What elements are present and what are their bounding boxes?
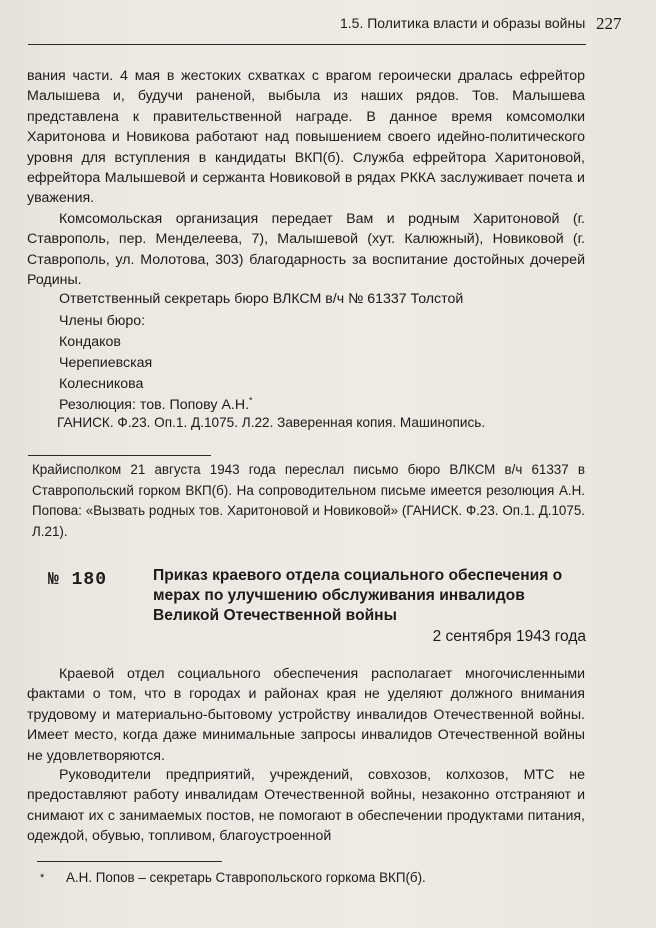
footnote-text: А.Н. Попов – секретарь Ставропольского горкома ВКП(б). <box>66 870 426 885</box>
member-name: Черепиевская <box>59 355 153 371</box>
header-rule <box>28 44 586 45</box>
editorial-note: Крайисполком 21 августа 1943 года переслал письмо бюро ВЛКСМ в/ч 61337 в Ставропольский горком ВКП(б). На сопроводительном письме имеется резолюция А.Н. Попова: «Вызвать родных тов. Харитоновой и Новиковой» (ГАНИСК. Ф.23. Оп.1. Д.1075. Л.21). <box>32 462 585 539</box>
note-rule <box>28 455 211 456</box>
member-name: Колесникова <box>59 376 144 392</box>
document-paragraph-1: Краевой отдел социального обеспечения располагает многочисленными фактами о том, что в городах и районах края не уделяют должного внимания трудовому и материально-бытовому устройству инвалидов Отечественной войны. Имеет место, когда даже минимальные запросы инвалидов Отечественной войны не удовлетворяются. <box>27 666 585 764</box>
members-label: Члены бюро: <box>59 313 146 329</box>
page-number: 227 <box>596 14 622 33</box>
running-header-title: 1.5. Политика власти и образы войны <box>340 15 586 31</box>
footnote-reference: * <box>249 395 253 406</box>
document-paragraph-2: Руководители предприятий, учреждений, совхозов, колхозов, МТС не предоставляют работу инвалидам Отечественной войны, незаконно отстраняют и снимают их с занимаемых постов, не помогают в обеспечении продуктами питания, одеждой, обувью, топливом, благоустроенной <box>27 767 585 845</box>
continuation-paragraph-2: Комсомольская организация передает Вам и родным Харитоновой (г. Ставрополь, пер. Менделеева, 7), Малышевой (хут. Калюжный), Новиковой (г. Ставрополь, ул. Молотова, 303) благодарность за воспитание достойных дочерей Родины. <box>27 211 585 289</box>
resolution-line <box>59 397 253 413</box>
document-number: № 180 <box>48 570 108 590</box>
continuation-paragraph-1: вания части. 4 мая в жестоких схватках с врагом героически дралась ефрейтор Малышева и, будучи раненой, выбыла из наших рядов. Тов. Малышева представлена к правительственной награде. В данное время комсомолки Харитонова и Новикова работают над повышением своего идейно-политического уровня для вступления в кандидаты ВКП(б). Служба ефрейтора Харитоновой, ефрейтора Малышевой и сержанта Новиковой в рядах РККА заслуживает почета и уважения. <box>27 68 585 207</box>
footnote-mark: * <box>40 872 45 884</box>
document-title: Приказ краевого отдела социального обеспечения о мерах по улучшению обслуживания инвалидов Великой Отечественной войны <box>153 567 563 624</box>
archive-source: ГАНИСК. Ф.23. Оп.1. Д.1075. Л.22. Заверенная копия. Машинопись. <box>57 415 486 430</box>
signature-line: Ответственный секретарь бюро ВЛКСМ в/ч № 61337 Толстой <box>59 291 464 307</box>
document-date: 2 сентября 1943 года <box>432 628 586 645</box>
member-name: Кондаков <box>59 334 121 350</box>
resolution-text: Резолюция: тов. Попову А.Н. <box>59 397 250 413</box>
footnote-rule <box>37 861 222 862</box>
